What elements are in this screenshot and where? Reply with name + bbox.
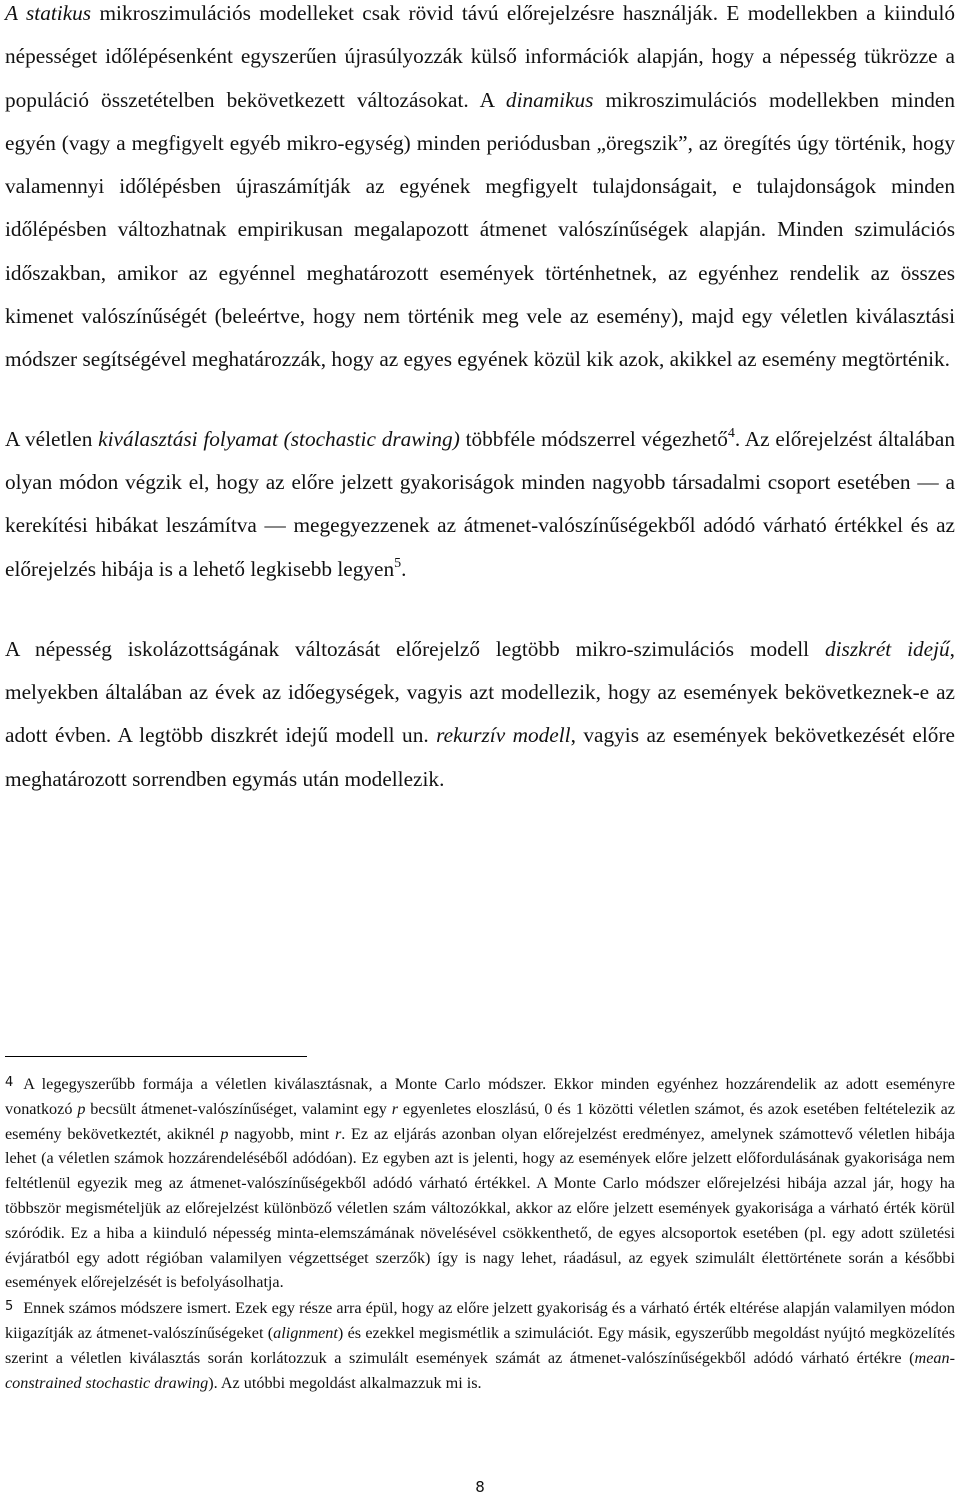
term-stochastic-drawing: kiválasztási folyamat (stochastic drawing) — [98, 426, 460, 451]
text-run: egyenletes eloszlású, 0 és 1 közötti véletlen számot, és azok esetében feltételezik az esemény bekövetkeztét, akiknél — [5, 1099, 955, 1143]
text-run: . — [401, 556, 407, 581]
term-dynamic: dinamikus — [505, 87, 594, 112]
footnote-separator — [5, 1056, 307, 1057]
symbol-r: r — [334, 1124, 342, 1143]
footnote-number: 5 — [5, 1299, 14, 1315]
term-mean-constrained: mean-constrained stochastic drawing — [5, 1348, 955, 1392]
symbol-r: r — [391, 1099, 398, 1118]
page-number: 8 — [475, 1478, 485, 1496]
body-text — [5, 0, 955, 801]
term-alignment: alignment — [273, 1323, 338, 1342]
symbol-p: p — [220, 1124, 229, 1143]
footnote-4 — [5, 1071, 955, 1295]
paragraph-gap — [5, 591, 955, 628]
document-page — [5, 0, 956, 1392]
text-run: A véletlen — [5, 426, 99, 451]
symbol-p: p — [77, 1099, 86, 1118]
text-run: nagyobb, mint — [228, 1124, 335, 1143]
text-run: , vagyis az események bekövetkezését előre meghatározott sorrendben egymás után modellezik. — [5, 723, 955, 791]
footnote-number: 4 — [5, 1075, 14, 1090]
paragraph-gap — [5, 382, 955, 418]
paragraph-microsimulation-types — [5, 0, 955, 382]
term-discrete-time: diszkrét idejű — [824, 636, 950, 661]
footnote-5 — [5, 1295, 955, 1395]
footnote-ref-4[interactable]: 4 — [727, 425, 735, 441]
text-run: ) és ezekkel megismétlik a szimulációt. Egy másik, egyszerűbb megoldást nyújtó megközelítés szerint a véletlen kiválasztás során korlátozzuk a szimulált események számát az átmenet-valószínűségekből adódó várható értékre ( — [5, 1323, 955, 1367]
paragraph-discrete-time-models — [5, 628, 955, 801]
text-run: becsült átmenet-valószínűséget, valamint egy — [85, 1099, 392, 1118]
text-run: Ennek számos módszere ismert. Ezek egy része arra épül, hogy az előre jelzett gyakoriság és a várható érték eltérése alapján valamilyen módon kiigazítják az átmenet-valószínűségeket ( — [5, 1299, 955, 1342]
text-run: mikroszimulációs modelleket csak rövid távú előrejelzésre használják. E modellekben a kiinduló népességet időlépésenként egyszerűen újrasúlyozzák külső információk alapján, hogy a népesség tükrözze a populáció összetételben bekövetkezett változásokat. A — [5, 1, 956, 112]
term-static: A statikus — [5, 1, 92, 25]
text-run: . Ez az eljárás azonban olyan előrejelzést eredményez, amelynek számottevő véletlen hibája lehet (a véletlen számok hozzárendeléséből adódóan). Ez egyben azt is jelenti, hogy az események előre jelzett előfordulásának gyakorisága nem feltétlenül egyezik meg az átmenet-valószínűségekből adódó várható értékkel. A Monte Carlo módszer előrejelzési hibája azzal jár, hogy ha többször megismételjük az előrejelzést különböző véletlen szám változókkal, akkor az előre jelzett események gyakorisága a várható érték körül szóródik. Ez a hiba a kiinduló népesség minta-elemszámának növelésével csökkenthető, de egyes alcsoportok esetében (pl. egy adott születési évjáratból egy adott régióban valamilyen végzettséget szerzők) így is nagy lehet, ráadásul, az egyek szimulált élettörténete során a későbbi események előrejelzését is befolyásolhatja. — [5, 1124, 955, 1292]
footnote-ref-5[interactable]: 5 — [394, 555, 402, 571]
text-run: A legegyszerűbb formája a véletlen kiválasztásnak, a Monte Carlo módszer. Ekkor minden egyénhez hozzárendelik az adott eseményre vonatkozó — [5, 1075, 955, 1118]
text-run: A népesség iskolázottságának változását előrejelző legtöbb mikro-szimulációs modell — [5, 636, 825, 661]
text-run: . Az előrejelzést általában olyan módon végzik el, hogy az előre jelzett gyakoriságok minden nagyobb társadalmi csoport esetében — a kerekítési hibákat leszámítva — megegyezzenek az átmenet-valószínűségekből adódó várható értékkel és az előrejelzés hibája is a lehető legkisebb legyen — [5, 426, 955, 581]
text-run: többféle módszerrel végezhető — [459, 426, 728, 451]
footnotes — [5, 1071, 955, 1395]
paragraph-stochastic-drawing — [5, 418, 955, 591]
term-recursive-model: rekurzív modell — [436, 723, 571, 748]
text-run: , melyekben általában az évek az időegységek, vagyis azt modellezik, hogy az események bekövetkeznek-e az adott évben. A legtöbb diszkrét idejű modell un. — [5, 636, 955, 748]
text-run: ). Az utóbbi megoldást alkalmazzuk mi is. — [208, 1373, 482, 1392]
text-run: mikroszimulációs modellekben minden egyén (vagy a megfigyelt egyéb mikro-egység) minden periódusban „öregszik”, az öregítés úgy történik, hogy valamennyi időlépésben újraszámítják az egyének megfigyelt tulajdonságait, e tulajdonságok minden időlépésben változhatnak empirikusan megalapozott átmenet valószínűségek alapján. Minden szimulációs időszakban, amikor az egyénnel meghatározott események történhetnek, az egyénhez rendelik az összes kimenet valószínűségét (beleértve, hogy nem történik meg vele az esemény), majd egy véletlen kiválasztási módszer segítségével meghatározzák, hogy az egyes egyének közül kik azok, akikkel az esemény megtörténik. — [5, 87, 955, 372]
